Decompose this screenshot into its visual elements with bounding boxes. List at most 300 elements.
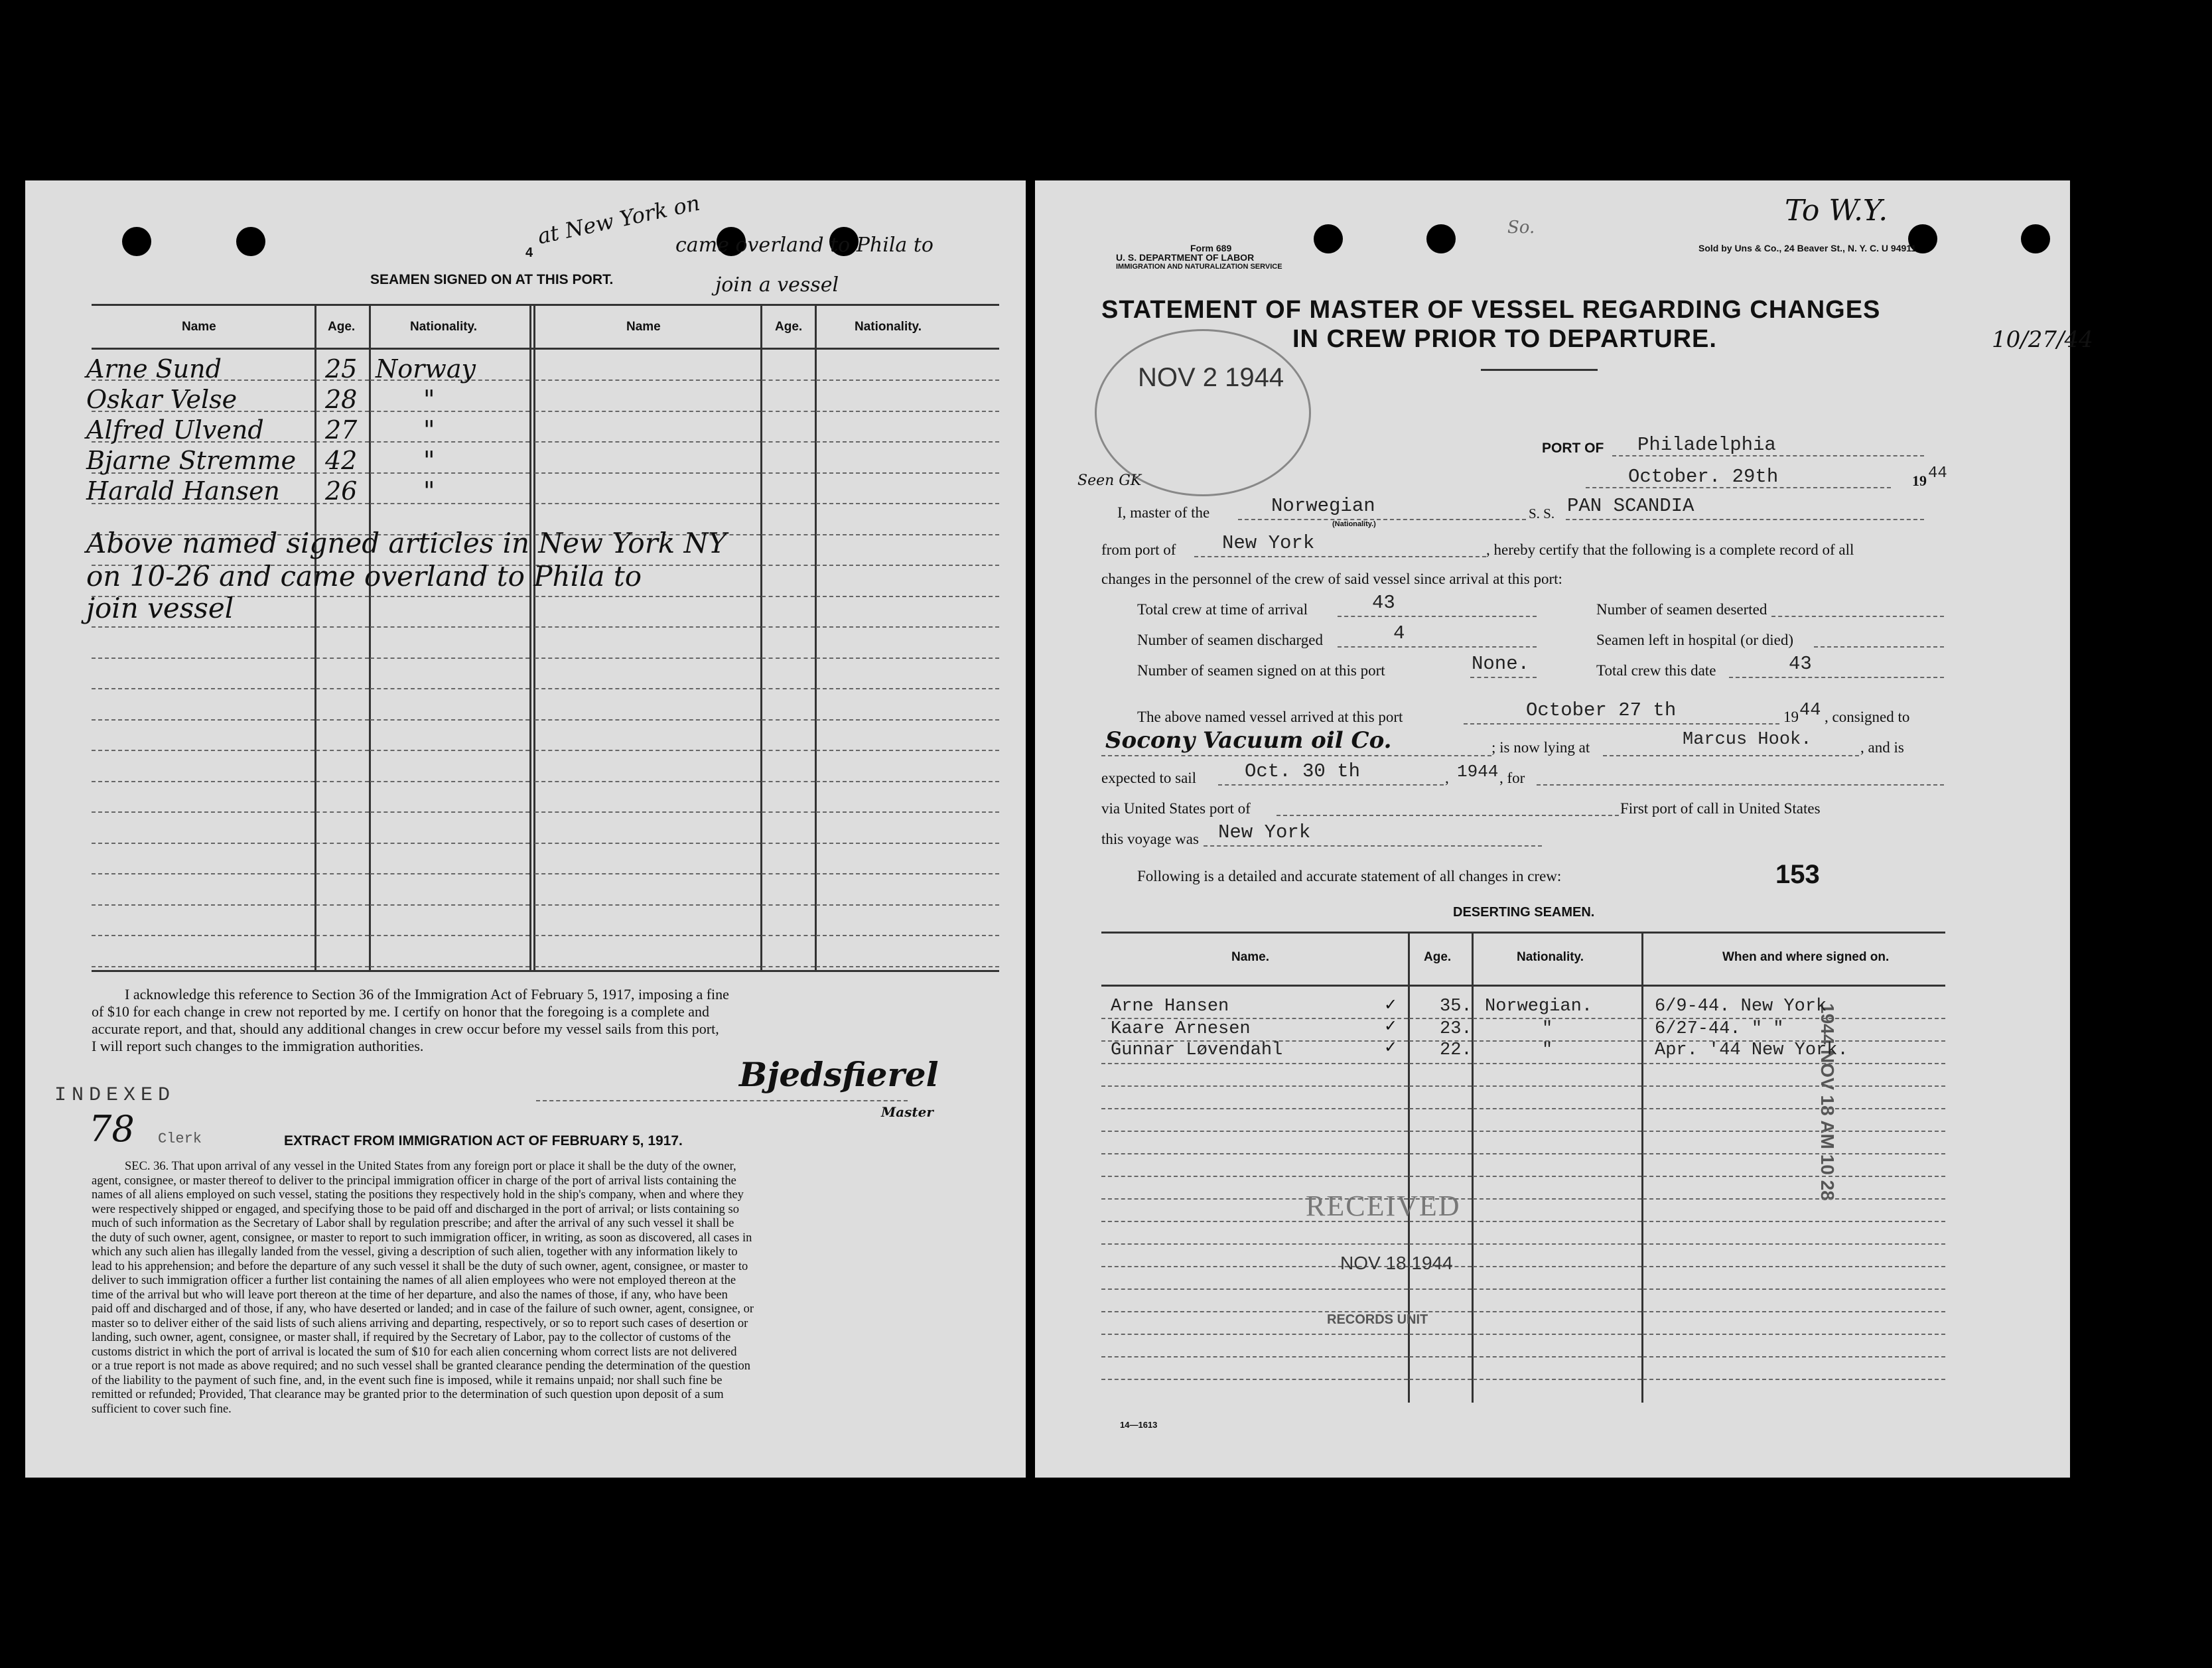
row-line bbox=[1101, 1108, 1408, 1109]
row-line bbox=[535, 750, 760, 751]
row-line bbox=[816, 688, 999, 689]
extract-line: were respectively shipped or engaged, and specifying those to be paid off and discharged in the port of arrival; or lists containing so bbox=[92, 1202, 739, 1216]
seaman-name: Bjarne Stremme bbox=[86, 446, 297, 475]
total-date-value: 43 bbox=[1789, 653, 1812, 675]
deserter-signed-on: Apr. '44 New York. bbox=[1655, 1040, 1848, 1060]
right-page bbox=[1035, 180, 2093, 1478]
extract-line: lead to his apprehension; and before the departure of any such vessel it shall be the duty of such owner, agent, consignee, or master to bbox=[92, 1259, 748, 1273]
row-line bbox=[1101, 1379, 1408, 1380]
row-line bbox=[370, 596, 529, 597]
row-line bbox=[1101, 1334, 1408, 1335]
nationality-caption: (Nationality.) bbox=[1332, 520, 1376, 528]
deserter-signed-on: 6/9-44. New York bbox=[1655, 997, 1827, 1016]
deserter-age: 35. bbox=[1440, 997, 1472, 1016]
column-header: Name bbox=[182, 320, 216, 334]
row-line bbox=[370, 873, 529, 874]
acknowledge-text: I will report such changes to the immigration authorities. bbox=[92, 1038, 424, 1054]
row-line bbox=[816, 966, 999, 967]
row-line bbox=[1473, 1379, 1641, 1380]
row-line bbox=[816, 596, 999, 597]
master-signature: Bjedsfierel bbox=[739, 1055, 939, 1094]
port-label: PORT OF bbox=[1542, 441, 1604, 456]
row-line bbox=[316, 935, 369, 936]
extract-text bbox=[92, 1160, 754, 1417]
master-of-label: I, master of the bbox=[1117, 504, 1210, 521]
row-line bbox=[762, 904, 815, 906]
extract-line: master so to deliver either of the said lists of such aliens arriving and departing, respectively, or so to report such cases of desertion or bbox=[92, 1316, 748, 1330]
extract-line: time of the arrival but who will leave port thereon at the time of her departure, and also the names of those, if any, who have been bbox=[92, 1288, 728, 1302]
page-number: 4 bbox=[525, 245, 533, 260]
row-line bbox=[370, 441, 529, 443]
row-line bbox=[1473, 1108, 1641, 1109]
row-line bbox=[92, 719, 314, 721]
row-line bbox=[316, 843, 369, 844]
row-line bbox=[535, 843, 760, 844]
row-line bbox=[1643, 1221, 1945, 1222]
row-line bbox=[816, 843, 999, 844]
row-line bbox=[1643, 1379, 1945, 1380]
row-line bbox=[92, 658, 314, 659]
row-line bbox=[1409, 1131, 1472, 1132]
row-line bbox=[762, 380, 815, 381]
master-label: Master bbox=[881, 1104, 933, 1120]
row-line bbox=[816, 441, 999, 443]
side-stamp: 1944 NOV 18 AM 10 28 bbox=[1817, 1003, 1838, 1201]
column-header: Age. bbox=[775, 320, 803, 334]
extract-line: customs district in which the port of arrival is located the sum of $10 for each alien concerning whom correct lists are not delivered bbox=[92, 1345, 737, 1359]
clerk-label: Clerk bbox=[158, 1131, 202, 1147]
row-line bbox=[816, 472, 999, 474]
deserter-signed-on: 6/27-44. " " bbox=[1655, 1019, 1784, 1039]
row-line bbox=[1409, 1085, 1472, 1087]
row-line bbox=[1473, 1131, 1641, 1132]
acknowledge-text: of $10 for each change in crew not reported by me. I certify on honor that the foregoing is a complete and bbox=[92, 1003, 709, 1020]
row-line bbox=[762, 503, 815, 504]
deserter-nationality: " bbox=[1542, 1019, 1553, 1039]
row-line bbox=[535, 441, 760, 443]
form-title: STATEMENT OF MASTER OF VESSEL REGARDING CHANGES bbox=[1101, 296, 1881, 324]
row-line bbox=[1643, 1288, 1945, 1290]
column-header: Name. bbox=[1231, 950, 1270, 964]
row-line bbox=[535, 411, 760, 412]
row-line bbox=[316, 658, 369, 659]
arrived-year: 44 bbox=[1799, 701, 1821, 721]
row-line bbox=[1473, 1063, 1641, 1064]
seen-note: Seen GK bbox=[1077, 472, 1142, 489]
row-line bbox=[1643, 1266, 1945, 1267]
section-heading: SEAMEN SIGNED ON AT THIS PORT. bbox=[370, 272, 614, 287]
date-stamp bbox=[1095, 329, 1311, 496]
signed-on-value: None. bbox=[1472, 653, 1530, 675]
row-line bbox=[1409, 1288, 1472, 1290]
row-line bbox=[535, 935, 760, 936]
seaman-name: Oskar Velse bbox=[86, 385, 238, 414]
row-line bbox=[1643, 1198, 1945, 1200]
discharged-value: 4 bbox=[1393, 622, 1405, 644]
row-line bbox=[370, 843, 529, 844]
top-note: To W.Y. bbox=[1785, 194, 1888, 228]
row-line bbox=[1473, 1040, 1641, 1042]
row-line bbox=[92, 626, 314, 628]
seaman-nationality: Norway bbox=[376, 354, 476, 383]
seaman-age: 42 bbox=[325, 446, 358, 475]
row-line bbox=[92, 811, 314, 813]
row-line bbox=[1409, 1243, 1472, 1245]
voyage-label: this voyage was bbox=[1101, 831, 1199, 847]
check-mark: ✓ bbox=[1384, 1039, 1398, 1056]
row-line bbox=[1473, 1266, 1641, 1267]
row-line bbox=[370, 411, 529, 412]
row-line bbox=[370, 719, 529, 721]
corner-date: 10/27/44 bbox=[1992, 326, 2093, 353]
row-line bbox=[370, 472, 529, 474]
changes-text: changes in the personnel of the crew of said vessel since arrival at this port: bbox=[1101, 571, 1562, 587]
extract-line: SEC. 36. That upon arrival of any vessel in the United States from any foreign port or place it shall be the duty of the owner, bbox=[125, 1160, 736, 1173]
seaman-age: 27 bbox=[325, 415, 358, 445]
extract-line: deliver to such immigration officer a further list containing the names of all alien employees who were not employed thereon at the bbox=[92, 1274, 736, 1287]
indexed-mark: 78 bbox=[89, 1108, 135, 1150]
row-line bbox=[316, 904, 369, 906]
column-header: Age. bbox=[328, 320, 356, 334]
row-line bbox=[92, 750, 314, 751]
deserter-nationality: Norwegian. bbox=[1485, 997, 1593, 1016]
seaman-age: 28 bbox=[325, 385, 358, 414]
row-line bbox=[1409, 1334, 1472, 1335]
row-line bbox=[762, 750, 815, 751]
row-line bbox=[1409, 1108, 1472, 1109]
punch-hole bbox=[236, 227, 265, 256]
seaman-nationality: " bbox=[423, 446, 435, 475]
row-line bbox=[762, 658, 815, 659]
for-label: , for bbox=[1499, 770, 1525, 786]
row-line bbox=[1409, 1153, 1472, 1154]
row-line bbox=[1409, 1356, 1472, 1357]
row-line bbox=[535, 688, 760, 689]
row-line bbox=[1643, 1063, 1945, 1064]
row-line bbox=[762, 719, 815, 721]
punch-hole bbox=[1314, 224, 1343, 253]
seaman-name: Harald Hansen bbox=[86, 476, 280, 506]
row-line bbox=[762, 811, 815, 813]
records-unit: RECORDS UNIT bbox=[1327, 1312, 1428, 1327]
row-line bbox=[762, 781, 815, 782]
row-line bbox=[370, 626, 529, 628]
row-line bbox=[370, 935, 529, 936]
column-header: Nationality. bbox=[1517, 950, 1584, 964]
extract-line: which any such alien has illegally landed from the vessel, giving a description of such alien, together with any information likely to bbox=[92, 1245, 738, 1259]
row-line bbox=[1473, 1176, 1641, 1177]
stamp-date: NOV 2 1944 bbox=[1138, 363, 1284, 392]
row-line bbox=[816, 626, 999, 628]
indexed-stamp: INDEXED bbox=[54, 1084, 176, 1107]
certify-text: , hereby certify that the following is a complete record of all bbox=[1486, 541, 1854, 558]
row-line bbox=[1643, 1085, 1945, 1087]
extract-line: names of all aliens employed on such vessel, stating the positions they respectively hold in the ship's company, when and where they bbox=[92, 1188, 744, 1202]
row-line bbox=[1101, 1288, 1408, 1290]
arrived-value: October 27 th bbox=[1526, 699, 1677, 721]
row-line bbox=[816, 411, 999, 412]
row-line bbox=[316, 811, 369, 813]
row-line bbox=[535, 658, 760, 659]
row-line bbox=[816, 904, 999, 906]
row-line bbox=[316, 781, 369, 782]
row-line bbox=[1101, 1243, 1408, 1245]
row-line bbox=[1643, 1311, 1945, 1312]
acknowledge-text: I acknowledge this reference to Section 36 of the Immigration Act of February 5, 1917, imposing a fine bbox=[125, 986, 729, 1003]
row-line bbox=[535, 873, 760, 874]
row-line bbox=[1473, 1153, 1641, 1154]
column-header: When and where signed on. bbox=[1722, 950, 1890, 964]
extract-line: remitted or refunded; Provided, That clearance may be granted prior to the determination of such question upon deposit of a sum bbox=[92, 1388, 724, 1401]
deserter-age: 22. bbox=[1440, 1040, 1472, 1060]
row-line bbox=[762, 565, 815, 566]
row-line bbox=[92, 935, 314, 936]
row-line bbox=[762, 411, 815, 412]
deserter-name: Gunnar Løvendahl bbox=[1111, 1040, 1283, 1060]
row-line bbox=[816, 658, 999, 659]
row-line bbox=[370, 503, 529, 504]
row-line bbox=[370, 811, 529, 813]
margin-note: join a vessel bbox=[715, 273, 839, 297]
row-line bbox=[1473, 1221, 1641, 1222]
row-line bbox=[1473, 1288, 1641, 1290]
row-line bbox=[1643, 1334, 1945, 1335]
row-line bbox=[92, 843, 314, 844]
margin-note: at New York on bbox=[535, 190, 703, 249]
row-line bbox=[762, 843, 815, 844]
row-line bbox=[535, 596, 760, 597]
service: IMMIGRATION AND NATURALIZATION SERVICE bbox=[1116, 263, 1282, 271]
row-line bbox=[816, 565, 999, 566]
expected-year: 1944 bbox=[1457, 762, 1499, 782]
expected-label: expected to sail bbox=[1101, 770, 1197, 786]
row-line bbox=[762, 441, 815, 443]
row-line bbox=[1101, 1063, 1408, 1064]
check-mark: ✓ bbox=[1384, 1018, 1398, 1035]
date-value: October. 29th bbox=[1628, 466, 1779, 488]
column-header: Name bbox=[626, 320, 661, 334]
hospital-label: Seamen left in hospital (or died) bbox=[1596, 632, 1794, 648]
row-line bbox=[535, 380, 760, 381]
row-line bbox=[535, 811, 760, 813]
row-line bbox=[1101, 1131, 1408, 1132]
row-line bbox=[1473, 1356, 1641, 1357]
row-line bbox=[92, 966, 314, 967]
deserter-name: Kaare Arnesen bbox=[1111, 1019, 1251, 1039]
received-stamp: RECEIVED bbox=[1306, 1190, 1461, 1222]
seaman-age: 26 bbox=[325, 476, 358, 506]
row-line bbox=[316, 688, 369, 689]
column-header: Age. bbox=[1424, 950, 1452, 964]
row-line bbox=[1101, 1356, 1408, 1357]
row-line bbox=[1473, 1018, 1641, 1019]
total-arrival-value: 43 bbox=[1372, 592, 1395, 614]
signed-on-label: Number of seamen signed on at this port bbox=[1137, 662, 1385, 679]
check-mark: ✓ bbox=[1384, 997, 1398, 1014]
via-label: via United States port of bbox=[1101, 800, 1251, 817]
voyage-value: New York bbox=[1218, 821, 1311, 843]
seaman-nationality: " bbox=[423, 476, 435, 506]
row-line bbox=[370, 750, 529, 751]
row-line bbox=[762, 935, 815, 936]
row-line bbox=[92, 904, 314, 906]
ss-label: S. S. bbox=[1529, 506, 1555, 521]
form-number: Form 689 bbox=[1190, 243, 1232, 253]
row-line bbox=[762, 596, 815, 597]
row-line bbox=[370, 781, 529, 782]
row-line bbox=[1409, 1379, 1472, 1380]
footer-code: 14—1613 bbox=[1120, 1420, 1158, 1430]
row-line bbox=[1643, 1131, 1945, 1132]
row-line bbox=[1643, 1108, 1945, 1109]
extract-heading: EXTRACT FROM IMMIGRATION ACT OF FEBRUARY 5, 1917. bbox=[284, 1133, 683, 1148]
row-line bbox=[535, 781, 760, 782]
total-date-label: Total crew this date bbox=[1596, 662, 1716, 679]
deserted-label: Number of seamen deserted bbox=[1596, 601, 1767, 618]
row-line bbox=[1101, 1153, 1408, 1154]
row-line bbox=[316, 596, 369, 597]
row-line bbox=[535, 904, 760, 906]
punch-hole bbox=[122, 227, 151, 256]
consignee-value: Socony Vacuum oil Co. bbox=[1105, 727, 1392, 754]
row-line bbox=[1643, 1243, 1945, 1245]
from-port-value: New York bbox=[1222, 532, 1315, 554]
year-value: 44 bbox=[1928, 464, 1947, 482]
row-line bbox=[316, 873, 369, 874]
row-line bbox=[1409, 1063, 1472, 1064]
year-prefix: 19 bbox=[1912, 472, 1927, 489]
row-line bbox=[762, 534, 815, 535]
row-line bbox=[816, 811, 999, 813]
deserting-heading: DESERTING SEAMEN. bbox=[1453, 905, 1595, 920]
and-is-label: , and is bbox=[1860, 739, 1904, 756]
port-value: Philadelphia bbox=[1637, 434, 1776, 456]
row-line bbox=[816, 719, 999, 721]
deserter-age: 23. bbox=[1440, 1019, 1472, 1039]
row-line bbox=[1473, 1311, 1641, 1312]
seaman-age: 25 bbox=[325, 354, 358, 383]
acknowledge-text: accurate report, and that, should any additional changes in crew occur before my vessel sails from this port, bbox=[92, 1020, 719, 1037]
row-line bbox=[370, 904, 529, 906]
column-header: Nationality. bbox=[855, 320, 922, 334]
row-line bbox=[370, 688, 529, 689]
row-line bbox=[316, 626, 369, 628]
row-line bbox=[316, 750, 369, 751]
handwritten-note: on 10-26 and came overland to Phila to bbox=[86, 560, 642, 592]
row-line bbox=[92, 688, 314, 689]
arrived-label: The above named vessel arrived at this port bbox=[1137, 709, 1403, 725]
lying-label: ; is now lying at bbox=[1491, 739, 1590, 756]
row-line bbox=[816, 935, 999, 936]
row-line bbox=[1473, 1243, 1641, 1245]
row-line bbox=[535, 503, 760, 504]
row-line bbox=[816, 781, 999, 782]
row-line bbox=[1643, 1153, 1945, 1154]
row-line bbox=[816, 380, 999, 381]
column-header: Nationality. bbox=[410, 320, 477, 334]
row-line bbox=[1643, 1176, 1945, 1177]
seller-note: Sold by Uns & Co., 24 Beaver St., N. Y. C. U 94911 bbox=[1698, 243, 1917, 253]
extract-line: of the liability to the payment of such fine, and, in the event such fine is imposed, while it remains unpaid; nor shall such fine be bbox=[92, 1373, 723, 1387]
row-line bbox=[1473, 1334, 1641, 1335]
extract-line: much of such information as the Secretary of Labor shall by regulation prescribe; and after the arrival of any such vessel it shall be bbox=[92, 1217, 734, 1230]
seaman-nationality: " bbox=[423, 385, 435, 414]
extract-line: sufficient to cover such fine. bbox=[92, 1402, 232, 1416]
first-port-label: First port of call in United States bbox=[1620, 800, 1821, 817]
consigned-label: , consigned to bbox=[1825, 709, 1910, 725]
extract-line: landing, such owner, agent, consignee, or master shall, if required by the Secretary of Labor, pay to the collector of customs of the bbox=[92, 1331, 731, 1344]
row-line bbox=[1409, 1176, 1472, 1177]
so-note: So. bbox=[1507, 218, 1535, 238]
extract-line: agent, consignee, or master thereof to deliver to the principal immigration officer in charge of the port of arrival lists containing the bbox=[92, 1174, 736, 1188]
arrived-year-prefix: 19 bbox=[1783, 709, 1799, 725]
row-line bbox=[316, 966, 369, 967]
department: U. S. DEPARTMENT OF LABOR bbox=[1116, 252, 1255, 263]
row-line bbox=[816, 534, 999, 535]
row-line bbox=[1101, 1176, 1408, 1177]
expected-sep: , bbox=[1445, 770, 1449, 786]
extract-line: paid off and discharged and of those, if any, who have deserted or landed; and in case of the failure of such owner, agent, consignee, or bbox=[92, 1302, 754, 1316]
handwritten-note: join vessel bbox=[86, 592, 234, 624]
discharged-label: Number of seamen discharged bbox=[1137, 632, 1323, 648]
row-line bbox=[816, 873, 999, 874]
row-line bbox=[816, 750, 999, 751]
row-line bbox=[1643, 1356, 1945, 1357]
extract-line: or a true report is not made as above required; and no such vessel shall be granted clearance pending the determination of the question bbox=[92, 1359, 751, 1373]
row-line bbox=[762, 626, 815, 628]
margin-note: came overland to Phila to bbox=[675, 234, 933, 257]
extract-line: the duty of such owner, agent, consignee, or master to report to such immigration officer, in writing, as soon as discovered, all cases in bbox=[92, 1231, 752, 1245]
following-text: Following is a detailed and accurate statement of all changes in crew: bbox=[1137, 868, 1562, 884]
row-line bbox=[370, 658, 529, 659]
row-line bbox=[762, 873, 815, 874]
seaman-name: Arne Sund bbox=[86, 354, 222, 383]
row-line bbox=[1473, 1085, 1641, 1087]
deserter-name: Arne Hansen bbox=[1111, 997, 1229, 1016]
row-line bbox=[316, 719, 369, 721]
row-line bbox=[816, 503, 999, 504]
received-date: NOV 18 1944 bbox=[1340, 1253, 1453, 1273]
row-line bbox=[92, 781, 314, 782]
row-line bbox=[1101, 1085, 1408, 1087]
left-page bbox=[25, 180, 1026, 1478]
seaman-name: Alfred Ulvend bbox=[86, 415, 264, 445]
handwritten-note: Above named signed articles in New York NY bbox=[86, 527, 727, 559]
nationality-value: Norwegian bbox=[1271, 495, 1375, 517]
row-line bbox=[370, 966, 529, 967]
row-line bbox=[535, 966, 760, 967]
ship-value: PAN SCANDIA bbox=[1567, 495, 1694, 517]
row-line bbox=[1473, 1198, 1641, 1200]
seaman-nationality: " bbox=[423, 415, 435, 445]
page-number-stamp: 153 bbox=[1775, 860, 1820, 889]
expected-value: Oct. 30 th bbox=[1245, 760, 1361, 782]
row-line bbox=[762, 688, 815, 689]
punch-hole bbox=[2021, 224, 2050, 253]
from-port-label: from port of bbox=[1101, 541, 1176, 558]
row-line bbox=[535, 719, 760, 721]
row-line bbox=[535, 626, 760, 628]
punch-hole bbox=[1426, 224, 1456, 253]
deserter-nationality: " bbox=[1542, 1040, 1553, 1060]
row-line bbox=[762, 966, 815, 967]
row-line bbox=[92, 873, 314, 874]
form-title: IN CREW PRIOR TO DEPARTURE. bbox=[1292, 325, 1717, 353]
row-line bbox=[762, 472, 815, 474]
row-line bbox=[535, 472, 760, 474]
total-arrival-label: Total crew at time of arrival bbox=[1137, 601, 1308, 618]
lying-value: Marcus Hook. bbox=[1683, 730, 1812, 750]
